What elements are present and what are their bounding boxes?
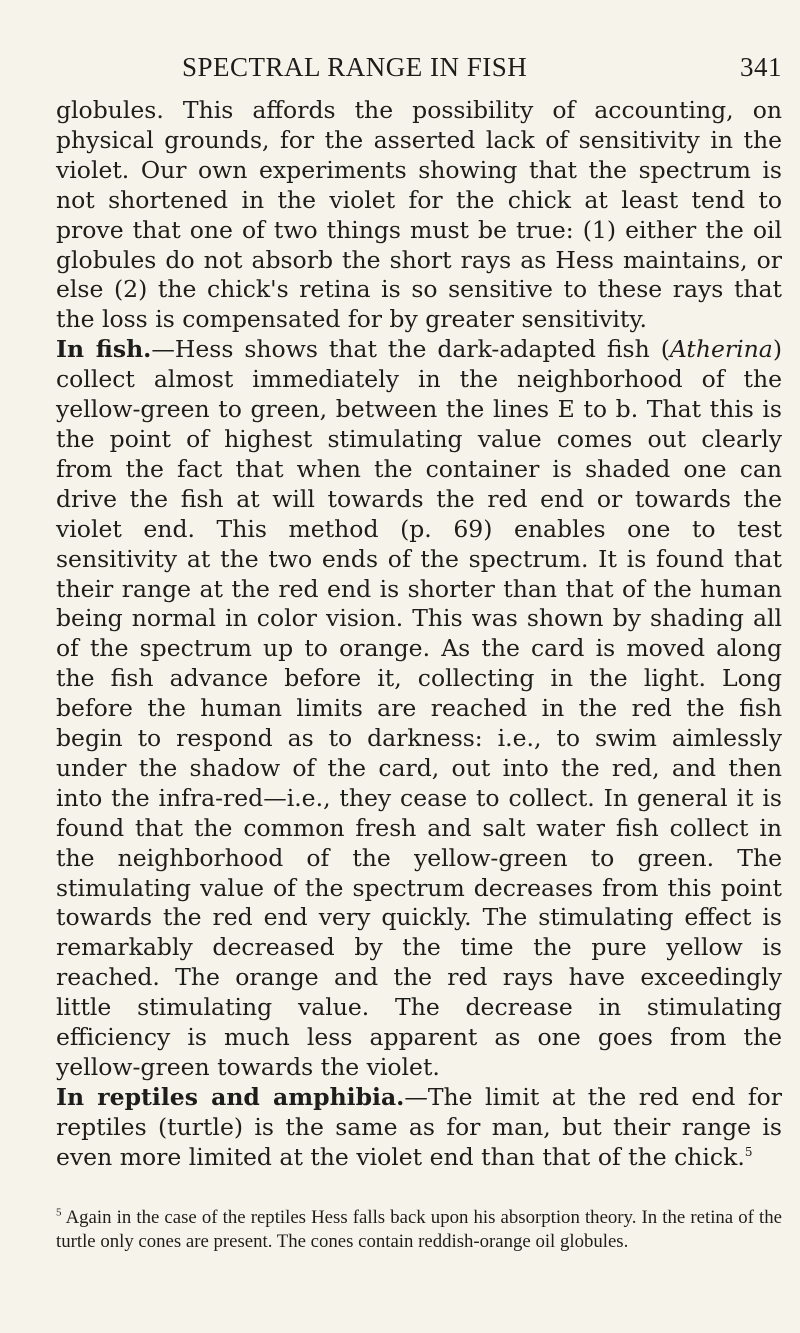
- page-number: 341: [740, 52, 782, 82]
- species-name-italic: Atherina: [669, 335, 773, 364]
- paragraph-in-fish: [56, 335, 782, 1083]
- running-title: SPECTRAL RANGE IN FISH: [182, 52, 528, 82]
- paragraph-text: globules. This affords the possibility of accounting, on physical grounds, for the asserted lack of sensitivity in the violet. Our own experiments showing that the spectrum is not shortened in the violet for the chick at least tend to prove that one of two things must be true: (1) either the oil globules do not absorb the short rays as Hess maintains, or else (2) the chick's retina is so sensitive to these rays that the loss is compensated for by greater sensitivity.: [56, 96, 782, 334]
- footnote-reference[interactable]: 5: [744, 1144, 753, 1159]
- paragraph-text: ) collect almost immediately in the neighborhood of the yellow-green to green, between the lines E to b. That this is the point of highest stimulating value comes out clearly from the fact that when the container is shaded one can drive the fish at will towards the red end or towards the violet end. This method (p. 69) enables one to test sensitivity at the two ends of the spectrum. It is found that their range at the red end is shorter than that of the human being normal in color vision. This was shown by shading all of the spectrum up to orange. As the card is moved along the fish advance before it, collecting in the light. Long before the human limits are reached in the red the fish begin to respond as to darkness: i.e., to swim aimlessly under the shadow of the card, out into the red, and then into the infra-red—i.e., they cease to collect. In general it is found that the common fresh and salt water fish collect in the neighborhood of the yellow-green to green. The stimulating value of the spectrum decreases from this point towards the red end very quickly. The stimulating effect is remarkably decreased by the time the pure yellow is reached. The orange and the red rays have exceedingly little stimulating value. The decrease in stimulating efficiency is much less apparent as one goes from the yellow-green towards the violet.: [56, 335, 782, 1081]
- footnote: [56, 1206, 782, 1253]
- footnote-text: Again in the case of the reptiles Hess falls back upon his absorption theory. In the retina of the turtle only cones are present. The cones contain reddish-orange oil globules.: [56, 1207, 782, 1252]
- paragraph-text: —Hess shows that the dark-adapted fish (: [151, 335, 670, 364]
- section-run-in-heading-reptiles: In reptiles and amphibia.: [56, 1082, 405, 1111]
- body-text: [56, 96, 782, 1173]
- paragraph-chick-continuation: [56, 96, 782, 335]
- paragraph-text: —The limit at the red end for reptiles (turtle) is the same as for man, but their range is even more limited at the violet end than that of the chick.: [56, 1082, 783, 1171]
- paragraph-in-reptiles: [56, 1083, 782, 1173]
- section-run-in-heading-fish: In fish.: [56, 335, 152, 364]
- running-head: [182, 50, 782, 84]
- footnote-marker: 5: [56, 1206, 62, 1219]
